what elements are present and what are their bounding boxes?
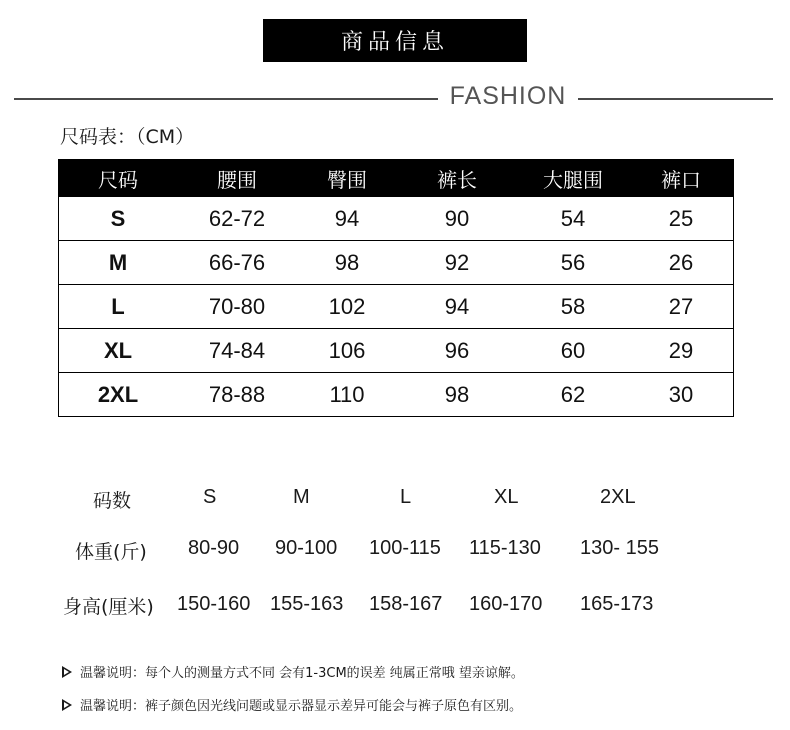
table-cell: 29 <box>668 337 694 363</box>
table-row <box>59 285 733 329</box>
size-value: S <box>203 486 217 508</box>
size-cell: XL <box>103 337 133 363</box>
table-cell: 74-84 <box>208 337 266 363</box>
table-row <box>59 329 733 373</box>
table-cell: 98 <box>444 381 470 407</box>
triangle-outline-icon <box>62 666 72 678</box>
table-cell: 102 <box>328 293 366 319</box>
weight-value: 100-115 <box>369 537 441 559</box>
table-cell: 106 <box>328 337 366 363</box>
table-cell: 62 <box>560 381 586 407</box>
table-cell: 110 <box>329 381 365 407</box>
table-cell: 25 <box>668 205 694 231</box>
weight-value: 90-100 <box>275 537 338 559</box>
height-value: 160-170 <box>469 593 543 615</box>
table-cell: 56 <box>560 249 586 275</box>
column-header: 臀围 <box>327 167 367 192</box>
height-value: 165-173 <box>580 593 654 615</box>
height-value: 150-160 <box>177 593 251 615</box>
table-cell: 92 <box>444 249 470 275</box>
table-cell: 27 <box>668 293 694 319</box>
note-text: 温馨说明：每个人的测量方式不同 会有1-3CM的误差 纯属正常哦 望亲谅解。 <box>80 666 524 681</box>
height-value: 155-163 <box>270 593 344 615</box>
note-text: 温馨说明：裤子颜色因光线问题或显示器显示差异可能会与裤子原色有区别。 <box>80 699 523 714</box>
size-cell: L <box>111 293 125 319</box>
divider-right <box>578 98 773 100</box>
fashion-subtitle: FASHION <box>449 82 567 110</box>
triangle-outline-icon <box>62 699 72 711</box>
table-cell: 30 <box>668 381 694 407</box>
table-cell: 62-72 <box>208 205 266 231</box>
table-cell: 58 <box>560 293 586 319</box>
weight-label: 体重(斤) <box>75 541 147 563</box>
size-table <box>58 159 734 417</box>
table-cell: 96 <box>444 337 470 363</box>
size-cell: M <box>108 249 128 275</box>
divider-left <box>14 98 438 100</box>
page-title: 商品信息 <box>263 19 527 62</box>
column-header: 尺码 <box>98 167 138 192</box>
table-row <box>59 373 733 417</box>
table-cell: 94 <box>444 293 470 319</box>
table-cell: 78-88 <box>208 381 266 407</box>
table-cell: 70-80 <box>208 293 266 319</box>
height-label: 身高(厘米) <box>63 596 154 618</box>
column-header: 裤长 <box>437 167 477 192</box>
table-cell: 98 <box>334 249 360 275</box>
column-header: 裤口 <box>661 167 701 192</box>
note-color <box>62 695 522 714</box>
size-value: XL <box>494 486 519 508</box>
column-header: 大腿围 <box>543 167 603 192</box>
size-value: 2XL <box>600 486 636 508</box>
size-cell: 2XL <box>97 381 139 407</box>
table-row <box>59 197 733 241</box>
size-table-header <box>59 159 733 197</box>
table-cell: 26 <box>668 249 694 275</box>
size-value: M <box>293 486 310 508</box>
table-cell: 90 <box>444 205 470 231</box>
table-row <box>59 241 733 285</box>
table-cell: 54 <box>560 205 586 231</box>
size-label: 码数 <box>93 490 132 512</box>
weight-value: 80-90 <box>188 537 240 559</box>
size-cell: S <box>110 205 126 231</box>
table-cell: 60 <box>560 337 586 363</box>
size-value: L <box>400 486 412 508</box>
weight-value: 130- 155 <box>580 537 659 559</box>
weight-value: 115-130 <box>469 537 541 559</box>
size-table-caption: 尺码表：（CM） <box>60 126 195 148</box>
note-measurement <box>62 662 524 681</box>
column-header: 腰围 <box>217 167 257 192</box>
table-cell: 94 <box>334 205 360 231</box>
height-value: 158-167 <box>369 593 443 615</box>
table-cell: 66-76 <box>208 249 266 275</box>
